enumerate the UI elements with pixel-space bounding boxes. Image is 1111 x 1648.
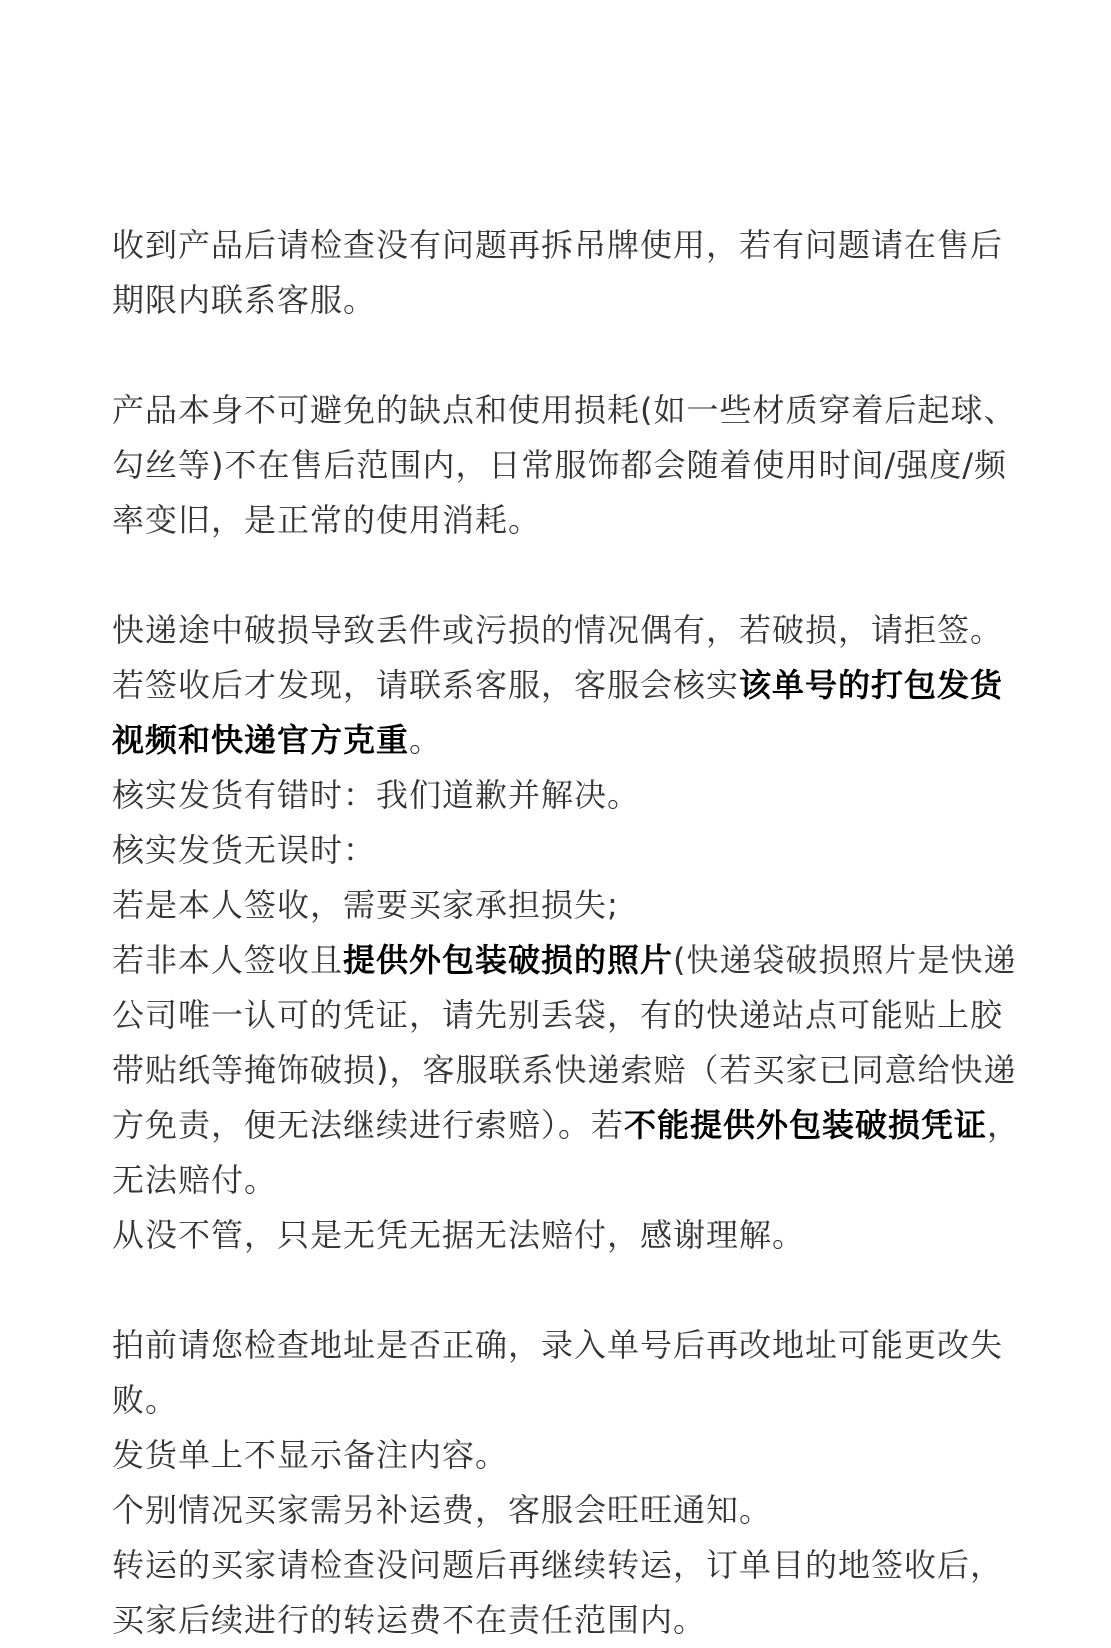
self-signed-line: 若是本人签收，需要买家承担损失; (112, 886, 619, 924)
verification-emphasis: 该单号的打包发货视频和快递官方克重 (112, 666, 1004, 759)
extra-shipping-line: 个别情况买家需另补运费，客服会旺旺通知。 (112, 1491, 773, 1529)
shipping-correct-line: 核实发货无误时： (112, 831, 377, 869)
transshipment-paragraph: 转运的买家请检查没问题后再继续转运，订单目的地签收后，买家后续进行的转运费不在责任范围内。 (112, 1546, 1004, 1639)
shipping-error-line: 核实发货有错时：我们道歉并解决。 (112, 776, 641, 814)
no-compensation-text: ，无法赔付。 (112, 1106, 1021, 1199)
understanding-line: 从没不管，只是无凭无据无法赔付，感谢理解。 (112, 1216, 806, 1254)
paragraph-spacer (112, 1263, 1027, 1318)
photo-emphasis: 提供外包装破损的照片 (343, 941, 674, 979)
claim-explanation: (快递袋破损照片是快递公司唯一认可的凭证，请先别丢袋，有的快递站点可能贴上胶带贴纸等掩饰破损)，客服联系快递索赔（若买家已同意给快递方免责，便无法继续进行索赔）。若 (112, 941, 1017, 1144)
remarks-line: 发货单上不显示备注内容。 (112, 1436, 509, 1474)
shipping-damage-end: 。 (409, 721, 443, 759)
paragraph-spacer (112, 548, 1027, 603)
wear-and-tear-paragraph: 产品本身不可避免的缺点和使用损耗(如一些材质穿着后起球、勾丝等)不在售后范围内，日常服饰都会随着使用时间/强度/频率变旧，是正常的使用消耗。 (112, 391, 1017, 539)
not-self-signed-paragraph (112, 933, 1027, 1208)
shipping-damage-paragraph (112, 603, 1027, 768)
inspection-paragraph: 收到产品后请检查没有问题再拆吊牌使用，若有问题请在售后期限内联系客服。 (112, 226, 1004, 319)
paragraph-spacer (112, 328, 1027, 383)
shipping-damage-text: 快递途中破损导致丢件或污损的情况偶有，若破损，请拒签。若签收后才发现，请联系客服，客服会核实 (112, 611, 1004, 704)
no-proof-emphasis: 不能提供外包装破损凭证 (624, 1106, 988, 1144)
not-self-signed-prefix: 若非本人签收且 (112, 941, 344, 979)
address-check-line: 拍前请您检查地址是否正确，录入单号后再改地址可能更改失败。 (112, 1326, 1004, 1419)
after-sales-notice (112, 218, 1027, 1648)
